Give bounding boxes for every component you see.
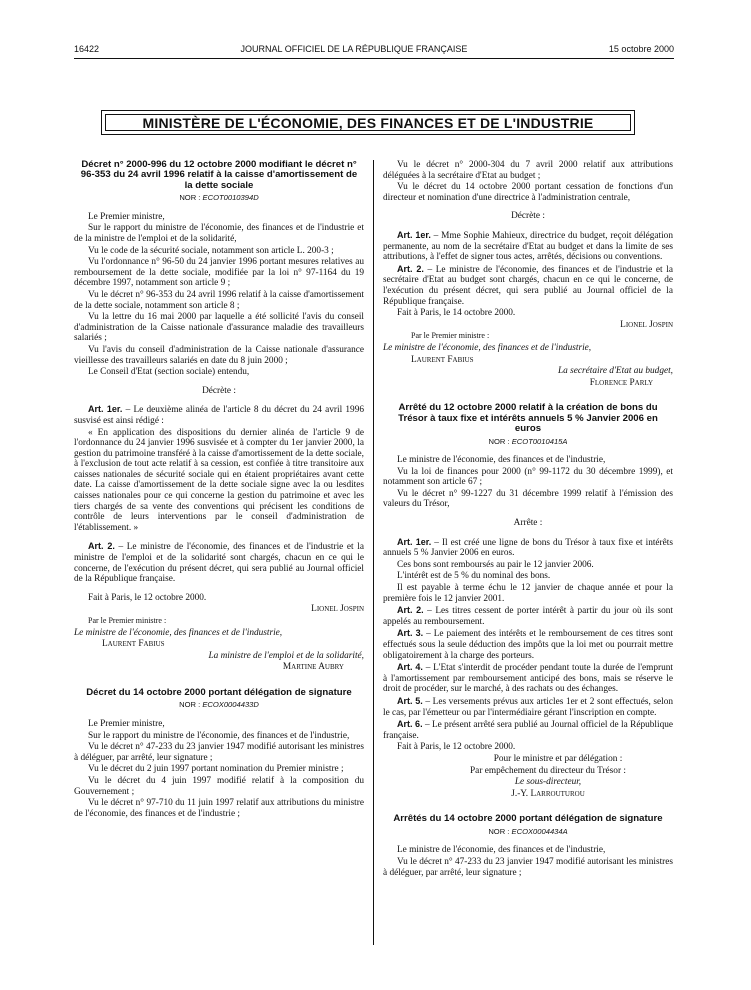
subdirector-role: Le sous-directeur,: [514, 777, 582, 788]
preamble-line: Le ministre de l'économie, des finances et de l'industrie,: [397, 845, 606, 856]
article-label: Art. 4.: [397, 662, 423, 673]
decree2-title: Décret du 14 octobre 2000 portant délégation de signature: [86, 686, 352, 698]
article-1-line: Il est payable à terme échu le 12 janvier de chaque année et pour la première fois le 12 janvier 2001.: [383, 583, 673, 604]
arrete2-title: Arrêtés du 14 octobre 2000 portant délégation de signature: [393, 813, 663, 825]
done-at: Fait à Paris, le 12 octobre 2000.: [88, 592, 207, 603]
minister2-name: Florence Parly: [589, 377, 653, 388]
article-1-line: Ces bons sont remboursés au pair le 12 janvier 2006.: [397, 559, 594, 570]
article-1: [383, 537, 673, 559]
preamble-line: Vu l'avis du conseil d'administration de la Caisse nationale d'assurance vieillesse des travailleurs salariés en date du 8 juin 2000 ;: [74, 344, 364, 366]
article-label: Art. 1er.: [397, 536, 432, 547]
column-divider: [373, 160, 374, 945]
preamble-line: Vu la loi de finances pour 2000 (n° 99-1172 du 30 décembre 1999), et notamment son article 67 ;: [383, 466, 673, 488]
delegation-line: Pour le ministre et par délégation :: [493, 753, 623, 764]
preamble-line: Vu le code de la sécurité sociale, notamment son article L. 200-3 ;: [88, 245, 334, 256]
article-3: [383, 628, 673, 661]
minister2-role: La secrétaire d'Etat au budget,: [558, 366, 673, 377]
article-1-quote: « En application des dispositions du dernier alinéa de l'article 9 de l'ordonnance du 24 janvier 1996 susvisée et à compter du 1er janvier 2000, la gestion du patrimoine transféré à la caisse d'amortissement de la dette sociale, à l'exclusion de tout acte relatif à sa cession, est confiée à titre transitoire aux caisses nationales de sécurité sociale qui en étaient propriétaires avant cette date. La caisse d'amortissement de la dette sociale signe avec la ou lesdites caisses nationales pour ce qui concerne la gestion du patrimoine et avec les tiers chargés de sa vente des conventions qui précisent les conditions de contrôle de leurs interventions par le conseil d'administration de l'établissement. »: [74, 427, 364, 533]
arrete1-title: Arrêté du 12 octobre 2000 relatif à la création de bons du Trésor à taux fixe et intérêts annuels 5 % Janvier 2006 en euros: [398, 402, 658, 435]
done-at: Fait à Paris, le 12 octobre 2000.: [397, 742, 516, 753]
nor-code: ECOX0004433D: [202, 700, 259, 710]
article-6: [383, 719, 673, 741]
nor-code: ECOT0010394D: [202, 193, 259, 203]
preamble-line: Sur le rapport du ministre de l'économie, des finances et de l'industrie,: [88, 730, 350, 741]
article-text: – Les versements prévus aux articles 1er et 2 sont effectués, selon le cas, par l'émetteur ou par l'intermédiaire gérant l'inscription en compte.: [383, 696, 674, 718]
article-text: – Le ministre de l'économie, des finances et de l'industrie et la secrétaire d'Etat au budget sont chargés, chacun en ce qui le concerne, de l'exécution du présent décret, qui sera publié au Journal officiel de la République française.: [383, 264, 673, 307]
nor-label: NOR :: [488, 826, 512, 836]
preamble-line: Vu le décret n° 47-233 du 23 janvier 1947 modifié autorisant les ministres à déléguer, par arrêté, leur signature ;: [383, 856, 673, 878]
signatory: Lionel Jospin: [311, 604, 364, 615]
nor-code: ECOX0004434A: [511, 826, 568, 836]
preamble-line: Vu le décret n° 47-233 du 23 janvier 1947 modifié autorisant les ministres à déléguer, par arrêté, leur signature ;: [74, 742, 364, 763]
article-1: [74, 404, 364, 426]
journal-title: JOURNAL OFFICIEL DE LA RÉPUBLIQUE FRANÇAISE: [240, 44, 468, 54]
preamble-line: Sur le rapport du ministre de l'économie, des finances et de l'industrie et de la ministre de l'emploi et de la solidarité,: [74, 223, 364, 244]
article-label: Art. 1er.: [397, 229, 431, 240]
preamble-line: Vu le décret n° 97-710 du 11 juin 1997 relatif aux attributions du ministre de l'économie, des finances et de l'industrie ;: [74, 798, 364, 819]
article-text: – Le ministre de l'économie, des finances et de l'industrie et la ministre de l'emploi et de la solidarité sont chargés, chacun en ce qui le concerne, de l'exécution du présent décret, qui sera publié au Journal officiel de la République française.: [74, 542, 364, 585]
by-pm: Par le Premier ministre :: [411, 331, 490, 341]
article-1-line: L'intérêt est de 5 % du nominal des bons.: [397, 571, 551, 582]
preamble-line: Vu le décret n° 99-1227 du 31 décembre 1999 relatif à l'émission des valeurs du Trésor,: [383, 488, 673, 510]
minister-role: Le ministre de l'économie, des finances et de l'industrie,: [383, 342, 592, 353]
article-label: Art. 3.: [397, 628, 424, 639]
article-5: [383, 696, 673, 718]
ministry-title: MINISTÈRE DE L'ÉCONOMIE, DES FINANCES ET DE L'INDUSTRIE: [142, 114, 594, 131]
decree1-title: Décret n° 2000-996 du 12 octobre 2000 modifiant le décret n° 96-353 du 24 avril 1996 relatif à la caisse d'amortissement de la dette sociale: [80, 159, 358, 191]
preamble-line: Vu l'ordonnance n° 96-50 du 24 janvier 1996 portant mesures relatives au remboursement de la dette sociale, modifiée par la loi n° 97-1164 du 19 décembre 1997, notamment son article 9 ;: [74, 257, 364, 289]
article-text: – L'Etat s'interdit de procéder pendant toute la durée de l'emprunt à l'amortissement par remboursement anticipé des bons, mais se réserve le droit de procéder, sur le marché, à des rachats ou des échanges.: [383, 663, 673, 695]
decree1-nor: [74, 193, 364, 204]
article-text: – Le paiement des intérêts et le remboursement de ces titres sont effectués sous la seule déduction des impôts que la loi met ou pourrait mettre obligatoirement à la charge des porteurs.: [383, 629, 673, 661]
minister-role: Le ministre de l'économie, des finances et de l'industrie,: [74, 627, 283, 638]
nor-code: ECOT0010415A: [511, 436, 568, 446]
header-rule: [74, 58, 674, 59]
nor-label: NOR :: [179, 193, 203, 203]
decree2-nor: [74, 700, 364, 711]
article-label: Art. 2.: [397, 263, 424, 274]
arrete1-nor: [383, 437, 673, 448]
issue-date: 15 octobre 2000: [608, 44, 674, 54]
preamble-line: Vu le décret n° 96-353 du 24 avril 1996 relatif à la caisse d'amortissement de la dette sociale, notamment son article 8 ;: [74, 289, 364, 311]
preamble-line: Le ministre de l'économie, des finances et de l'industrie,: [397, 455, 606, 466]
delegation-line: Par empêchement du directeur du Trésor :: [470, 765, 626, 776]
arrete2-nor: [383, 827, 673, 838]
preamble-line: Vu le décret n° 2000-304 du 7 avril 2000 relatif aux attributions déléguées à la secrétaire d'Etat au budget ;: [383, 160, 673, 181]
article-label: Art. 5.: [397, 695, 423, 706]
article-2: [383, 264, 673, 307]
minister-name: Laurent Fabius: [102, 639, 165, 650]
article-text: – Les titres cessent de porter intérêt à partir du jour où ils sont appelés au remboursement.: [383, 606, 673, 627]
nor-label: NOR :: [488, 436, 512, 446]
page-number: 16422: [74, 44, 100, 54]
arrete-heading: Arrête :: [513, 518, 543, 529]
article-4: [383, 662, 673, 695]
minister-name: Laurent Fabius: [411, 354, 474, 365]
article-label: Art. 2.: [88, 541, 115, 552]
preamble-line: Le Conseil d'Etat (section sociale) entendu,: [88, 367, 250, 378]
preamble-line: Vu le décret du 14 octobre 2000 portant cessation de fonctions d'un directeur et nomination d'une directrice à l'administration centrale,: [383, 182, 673, 203]
right-column: [383, 160, 673, 879]
preamble-line: Vu la lettre du 16 mai 2000 par laquelle a été sollicité l'avis du conseil d'administration de la Caisse nationale d'assurance maladie des travailleurs salariés ;: [74, 312, 364, 344]
left-column: [74, 160, 364, 820]
preamble-line: Vu le décret du 4 juin 1997 modifié relatif à la composition du Gouvernement ;: [74, 775, 364, 797]
nor-label: NOR :: [179, 700, 203, 710]
done-at: Fait à Paris, le 14 octobre 2000.: [397, 308, 516, 319]
minister2-role: La ministre de l'emploi et de la solidarité,: [208, 650, 364, 661]
decrete-heading: Décrète :: [202, 385, 236, 396]
preamble-line: Le Premier ministre,: [88, 718, 165, 729]
ministry-banner: [101, 110, 635, 135]
article-text: – Le deuxième alinéa de l'article 8 du décret du 24 avril 1996 susvisé est ainsi rédigé :: [74, 405, 364, 426]
article-label: Art. 2.: [397, 605, 424, 616]
signatory: Lionel Jospin: [620, 319, 673, 330]
by-pm: Par le Premier ministre :: [88, 616, 167, 625]
article-text: – Mme Sophie Mahieux, directrice du budget, reçoit délégation permanente, au nom de la secrétaire d'Etat au budget et dans la limite de ses attributions, à l'effet de signer tous actes, arrêtés, décisions ou conventions.: [383, 230, 673, 263]
article-text: – Il est créé une ligne de bons du Trésor à taux fixe et intérêts annuels 5 % Janvier 2006 en euros.: [383, 537, 673, 559]
article-2: [383, 605, 673, 627]
article-text: – Le présent arrêté sera publié au Journal officiel de la République française.: [383, 720, 673, 741]
article-label: Art. 6.: [397, 719, 423, 730]
preamble-line: Vu le décret du 2 juin 1997 portant nomination du Premier ministre ;: [88, 764, 344, 775]
article-2: [74, 541, 364, 584]
article-label: Art. 1er.: [88, 404, 123, 415]
minister2-name: Martine Aubry: [282, 662, 344, 673]
decrete-heading: Décrète :: [511, 211, 545, 222]
subdirector-name: J.-Y. Larrouturou: [511, 788, 585, 799]
article-1: [383, 230, 673, 263]
preamble-line: Le Premier ministre,: [88, 211, 165, 222]
running-header: [74, 44, 674, 54]
